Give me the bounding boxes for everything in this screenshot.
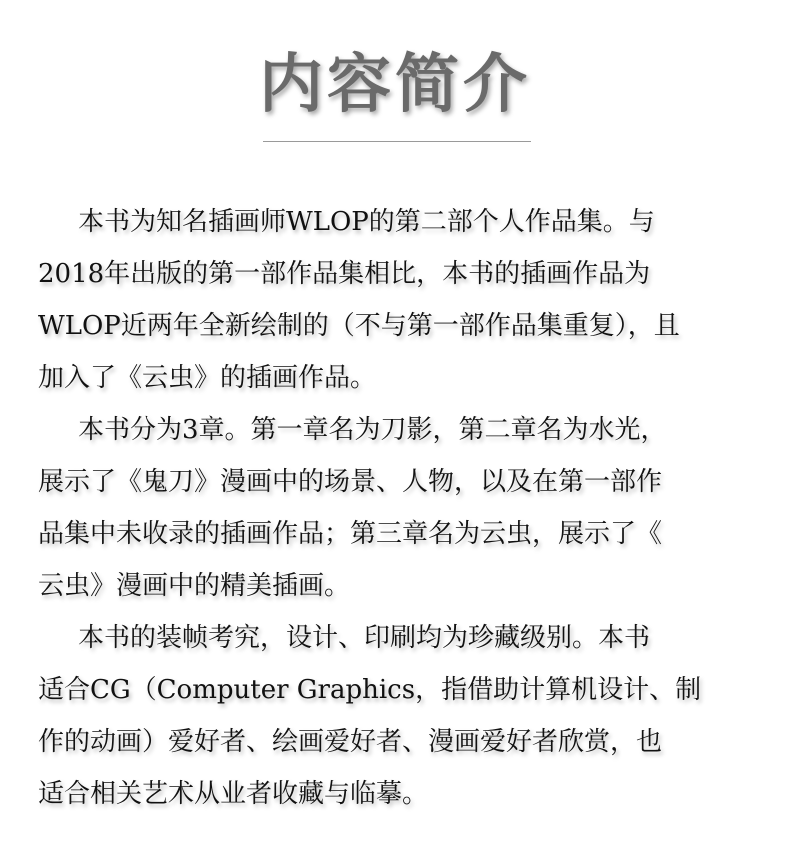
- paragraph-1: [38, 196, 758, 404]
- description-body: [38, 196, 758, 820]
- text-line: 加入了《云虫》的插画作品。: [38, 363, 377, 393]
- text-line: 本书为知名插画师WLOP的第二部个人作品集。与: [78, 207, 655, 237]
- text-line: 2018年出版的第一部作品集相比，本书的插画作品为: [38, 259, 651, 289]
- text-line: 本书的装帧考究，设计、印刷均为珍藏级别。本书: [78, 623, 651, 653]
- page-title: 内容简介: [259, 48, 531, 122]
- paragraph-3: [38, 612, 758, 820]
- text-line: 作的动画）爱好者、绘画爱好者、漫画爱好者欣赏，也: [38, 727, 663, 757]
- text-line: 云虫》漫画中的精美插画。: [38, 571, 351, 601]
- text-line: 品集中未收录的插画作品；第三章名为云虫，展示了《: [38, 519, 663, 549]
- text-line: 适合相关艺术从业者收藏与临摹。: [38, 779, 429, 809]
- text-line: WLOP近两年全新绘制的（不与第一部作品集重复），且: [38, 311, 680, 341]
- text-line: 展示了《鬼刀》漫画中的场景、人物，以及在第一部作: [38, 467, 663, 497]
- text-line: 本书分为3章。第一章名为刀影，第二章名为水光，: [78, 415, 667, 445]
- text-line: 适合CG（Computer Graphics，指借助计算机设计、制: [38, 675, 702, 705]
- paragraph-2: [38, 404, 758, 612]
- title-divider: [263, 141, 531, 142]
